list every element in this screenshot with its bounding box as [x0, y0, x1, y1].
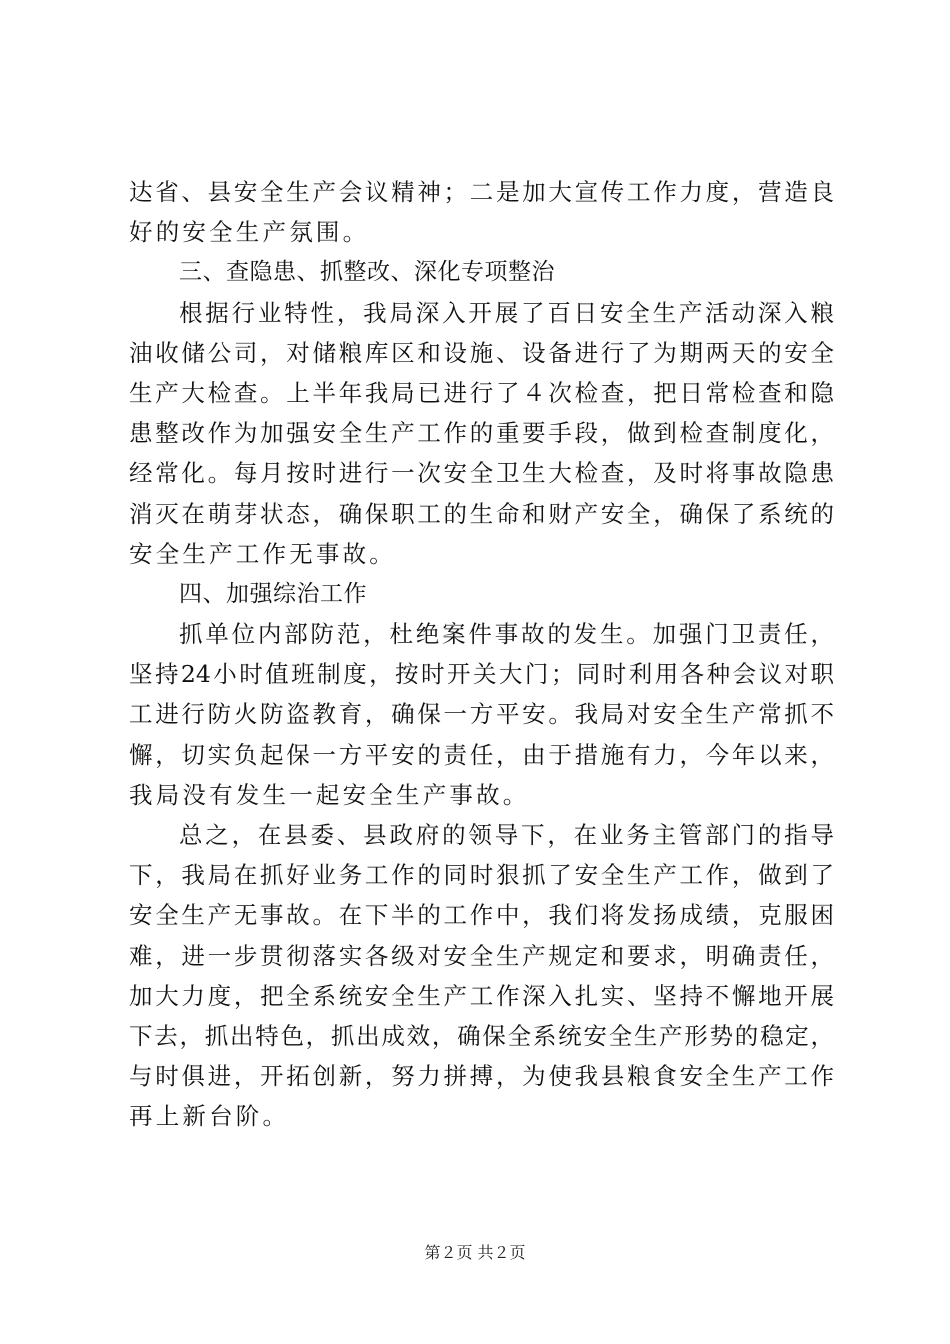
section-heading: 三、查隐患、抓整改、深化专项整治 [179, 259, 555, 286]
text-line: 消灭在萌芽状态，确保职工的生命和财产安全，确保了系统的 [129, 499, 834, 528]
text-line: 坚持24小时值班制度，按时开关大门；同时利用各种会议对职 [129, 660, 834, 689]
text-line: 油收储公司，对储粮库区和设施、设备进行了为期两天的安全 [129, 338, 834, 367]
text-line: 安全生产工作无事故。 [129, 539, 396, 568]
section-heading: 四、加强综治工作 [179, 580, 367, 607]
text-line: 下去，抓出特色，抓出成效，确保全系统安全生产形势的稳定， [129, 1021, 834, 1050]
text-line: 下，我局在抓好业务工作的同时狠抓了安全生产工作，做到了 [129, 861, 834, 890]
text-line: 好的安全生产氛围。 [129, 218, 370, 247]
text-line: 工进行防火防盗教育，确保一方平安。我局对安全生产常抓不 [129, 700, 834, 729]
text-line: 达省、县安全生产会议精神；二是加大宣传工作力度，营造良 [129, 178, 834, 206]
paragraph-first-line: 根据行业特性，我局深入开展了百日安全生产活动深入粮 [179, 298, 834, 327]
paragraph-first-line: 抓单位内部防范，杜绝案件事故的发生。加强门卫责任， [179, 620, 834, 649]
page-number-footer: 第２页 共２页 [424, 1243, 526, 1262]
text-line: 安全生产无事故。在下半的工作中，我们将发扬成绩，克服困 [129, 901, 834, 930]
text-line: 生产大检查。上半年我局已进行了４次检查，把日常检查和隐 [129, 378, 834, 407]
text-line: 患整改作为加强安全生产工作的重要手段，做到检查制度化， [129, 419, 834, 448]
document-body [129, 172, 834, 1137]
text-line: 与时俱进，开拓创新，努力拼搏，为使我县粮食安全生产工作 [129, 1062, 834, 1091]
text-line: 经常化。每月按时进行一次安全卫生大检查，及时将事故隐患 [129, 459, 834, 488]
text-line: 懈，切实负起保一方平安的责任，由于措施有力，今年以来， [129, 740, 834, 769]
paragraph-first-line: 总之，在县委、县政府的领导下，在业务主管部门的指导 [179, 821, 834, 849]
text-line: 我局没有发生一起安全生产事故。 [129, 780, 530, 809]
text-line: 加大力度，把全系统安全生产工作深入扎实、坚持不懈地开展 [129, 981, 834, 1010]
text-line: 再上新台阶。 [129, 1102, 290, 1131]
text-line: 难，进一步贯彻落实各级对安全生产规定和要求，明确责任， [129, 941, 834, 970]
